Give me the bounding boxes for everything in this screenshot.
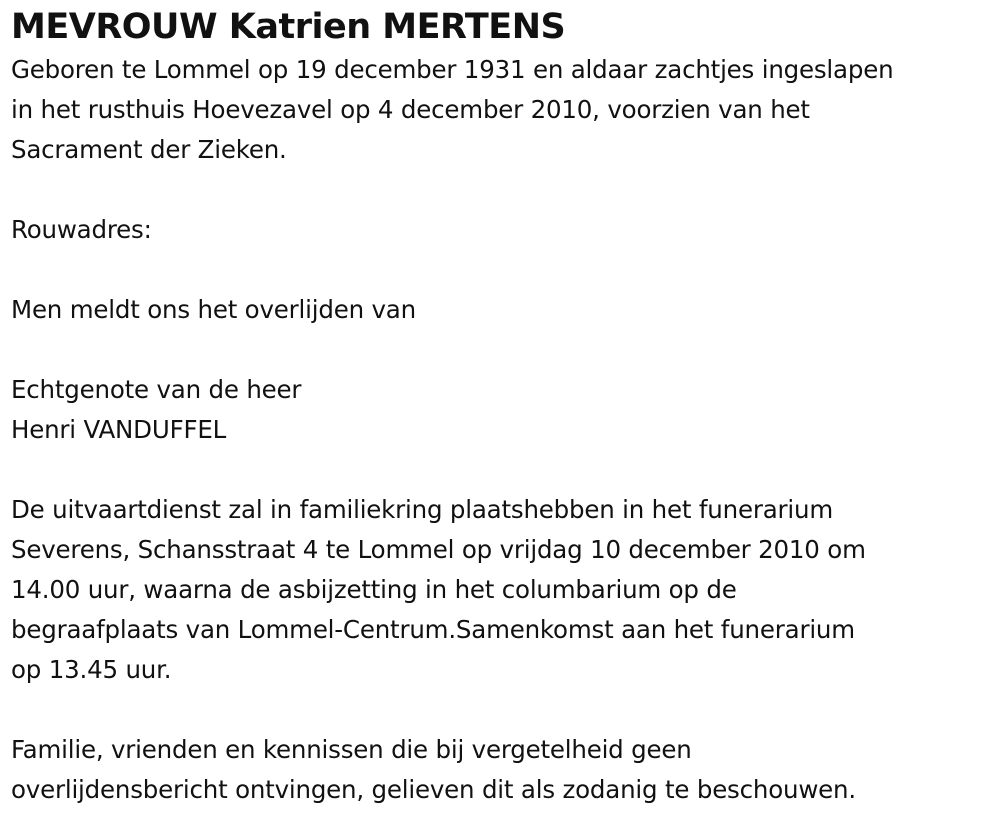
funeral-service-paragraph: [11, 490, 991, 690]
service-line-5: op 13.45 uur.: [11, 655, 172, 684]
spouse-line-2: Henri VANDUFFEL: [11, 415, 227, 444]
birth-line-2: in het rusthuis Hoevezavel op 4 december 2010, voorzien van het: [11, 95, 810, 124]
paragraph-spacer: [11, 450, 991, 490]
service-line-3: 14.00 uur, waarna de asbijzetting in het columbarium op de: [11, 575, 737, 604]
spouse-line-1: Echtgenote van de heer: [11, 375, 302, 404]
announcement-line: Men meldt ons het overlijden van: [11, 295, 416, 324]
rouwadres-label: Rouwadres:: [11, 215, 152, 244]
paragraph-spacer: [11, 250, 991, 290]
service-line-1: De uitvaartdienst zal in familiekring plaatshebben in het funerarium: [11, 495, 833, 524]
service-line-4: begraafplaats van Lommel-Centrum.Samenkomst aan het funerarium: [11, 615, 855, 644]
paragraph-spacer: [11, 330, 991, 370]
service-line-2: Severens, Schansstraat 4 te Lommel op vrijdag 10 december 2010 om: [11, 535, 866, 564]
closing-paragraph: [11, 730, 991, 810]
obituary-notice: [11, 0, 991, 810]
birth-line-1: Geboren te Lommel op 19 december 1931 en aldaar zachtjes ingeslapen: [11, 55, 894, 84]
paragraph-spacer: [11, 690, 991, 730]
spouse-paragraph: [11, 370, 991, 450]
closing-line-2: overlijdensbericht ontvingen, gelieven dit als zodanig te beschouwen.: [11, 775, 856, 804]
birth-and-death-paragraph: [11, 50, 991, 170]
birth-line-3: Sacrament der Zieken.: [11, 135, 287, 164]
paragraph-spacer: [11, 170, 991, 210]
closing-line-1: Familie, vrienden en kennissen die bij vergetelheid geen: [11, 735, 692, 764]
deceased-name-title: MEVROUW Katrien MERTENS: [11, 7, 566, 47]
